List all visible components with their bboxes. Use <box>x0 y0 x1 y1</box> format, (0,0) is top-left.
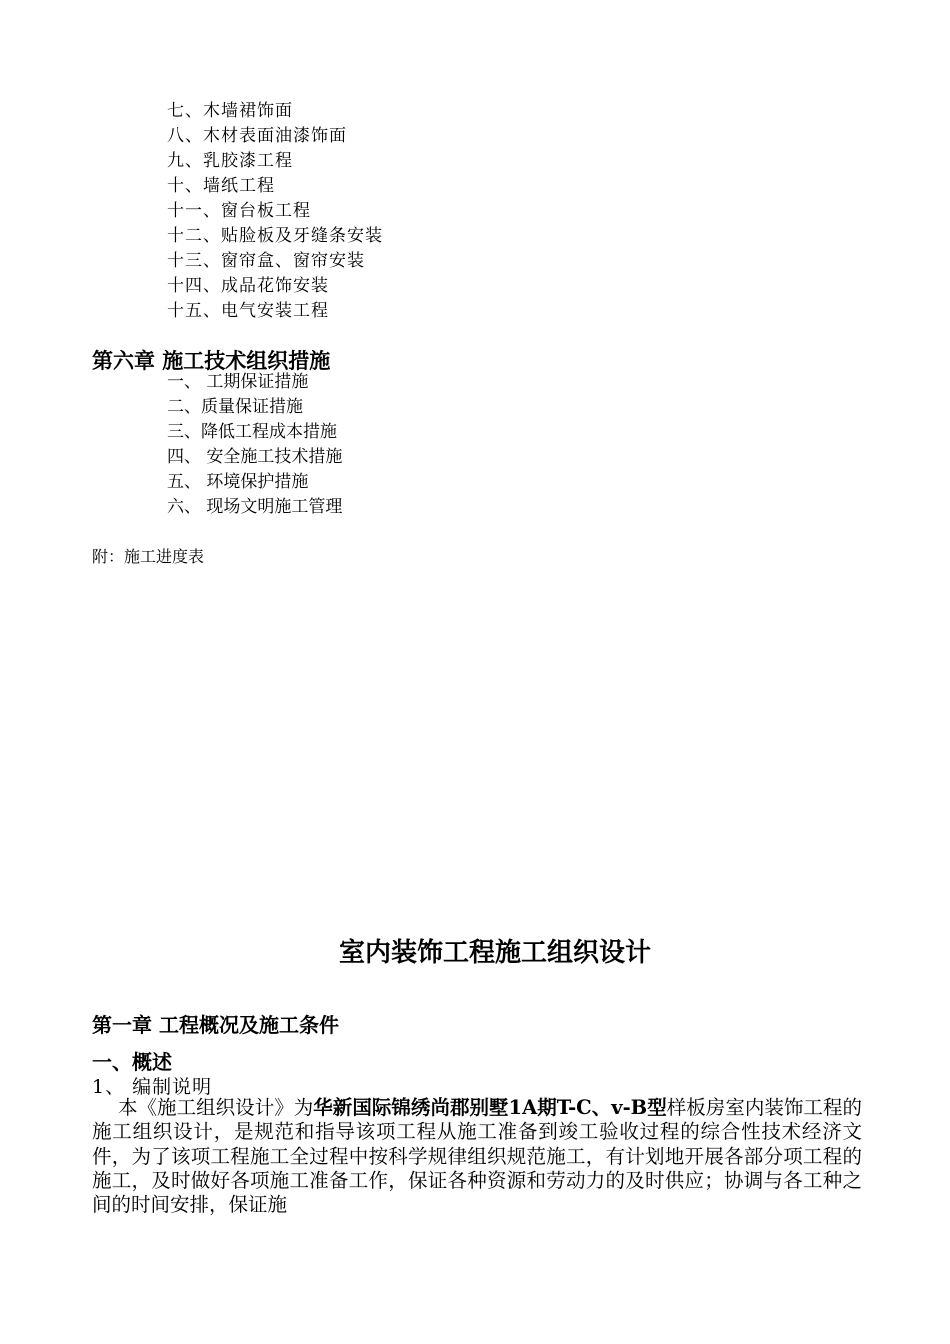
chapter-heading: 第一章 工程概况及施工条件 <box>92 1013 339 1037</box>
document-title: 室内装饰工程施工组织设计 <box>338 938 651 968</box>
project-name: 华新国际锦绣尚郡别墅1A期T-C、v-B型 <box>313 1096 667 1119</box>
paragraph-text-rest: 样板房室内装饰工程的施工组织设计，是规范和指导该项工程从施工准备到竣工验收过程的综合性技术经济文件，为了该项工程施工全过程中按科学规律组织规范施工，有计划地开展各部分项工程的施工，及时做好各项施工准备工作，保证各种资源和劳动力的及时供应；协调与各工种之间的时间安排，保证施 <box>92 1096 862 1217</box>
toc-item: 七、木墙裙饰面 <box>167 101 293 121</box>
toc-item: 十、墙纸工程 <box>167 176 275 196</box>
body-paragraph <box>92 1096 862 1217</box>
toc-item: 九、乳胶漆工程 <box>167 151 293 171</box>
toc-item: 三、降低工程成本措施 <box>167 422 337 442</box>
toc-item: 二、质量保证措施 <box>167 397 303 417</box>
toc-item: 六、 现场文明施工管理 <box>167 497 343 517</box>
toc-item: 十四、成品花饰安装 <box>167 276 329 296</box>
toc-chapter6-heading: 第六章 施工技术组织措施 <box>92 348 331 373</box>
toc-item: 八、木材表面油漆饰面 <box>167 126 347 146</box>
toc-item: 十三、窗帘盒、窗帘安装 <box>167 251 365 271</box>
section-heading: 一、概述 <box>92 1050 172 1074</box>
toc-item: 十一、窗台板工程 <box>167 201 311 221</box>
item-heading: 1、 编制说明 <box>92 1076 213 1098</box>
toc-item: 十二、贴脸板及牙缝条安装 <box>167 226 383 246</box>
paragraph-text-lead: 本《施工组织设计》为 <box>118 1096 314 1119</box>
toc-item: 一、 工期保证措施 <box>167 372 309 392</box>
toc-item: 五、 环境保护措施 <box>167 472 309 492</box>
toc-item: 十五、电气安装工程 <box>167 301 329 321</box>
toc-item: 四、 安全施工技术措施 <box>167 447 343 467</box>
toc-appendix: 附：施工进度表 <box>92 547 205 566</box>
